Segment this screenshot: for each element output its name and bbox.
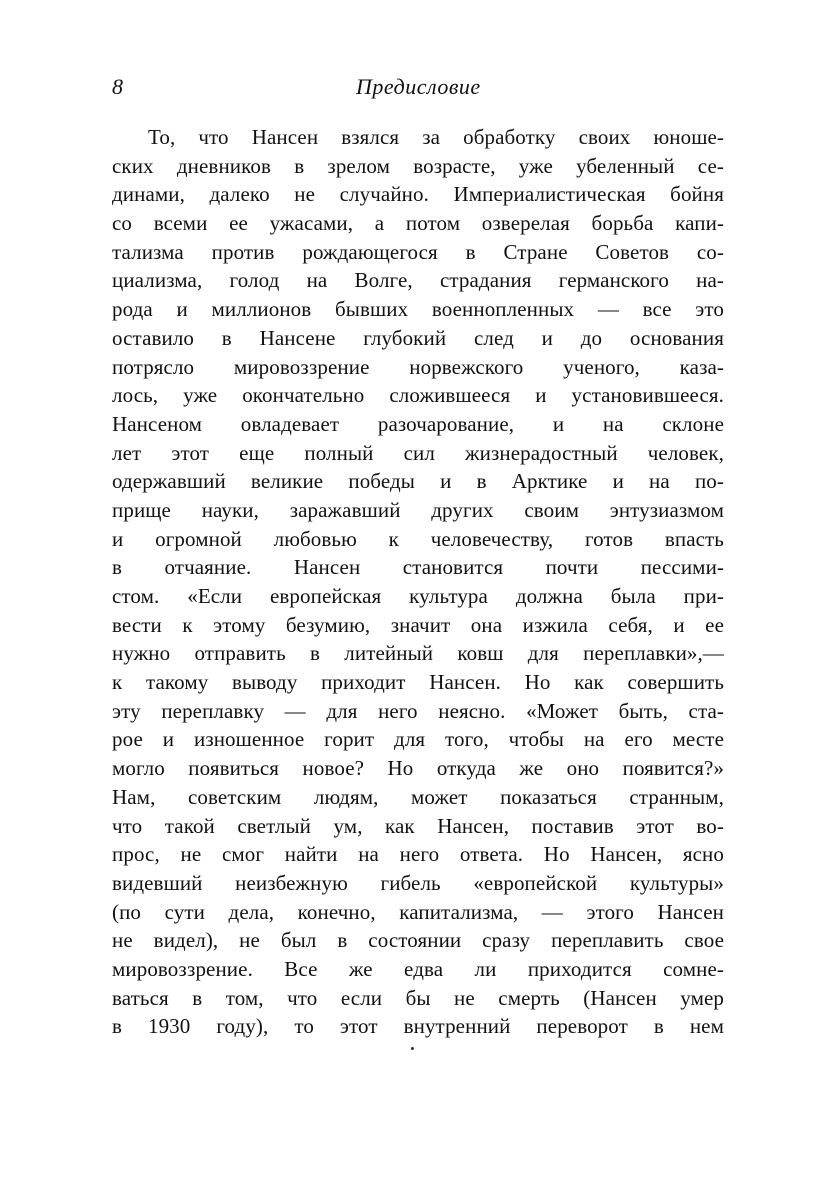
text-line: в отчаяние. Нансен становится почти пессими- xyxy=(112,555,724,580)
text-line: оставило в Нансене глубокий след и до основания xyxy=(112,325,724,350)
text-line: нужно отправить в литейный ковш для переплавки»,— xyxy=(112,641,724,666)
text-line: Нансеном овладевает разочарование, и на склоне xyxy=(112,411,724,436)
print-speck xyxy=(411,1047,414,1050)
text-line: со всеми ее ужасами, а потом озверелая борьба капи- xyxy=(112,211,724,236)
text-line: То, что Нансен взялся за обработку своих юноше- xyxy=(148,125,724,149)
text-line: к такому выводу приходит Нансен. Но как совершить xyxy=(112,670,724,695)
text-line: и огромной любовью к человечеству, готов впасть xyxy=(112,526,724,551)
page-number: 8 xyxy=(112,74,123,99)
text-line: стом. «Если европейская культура должна была при- xyxy=(112,584,724,608)
text-line: не видел), не был в состоянии сразу переплавить свое xyxy=(112,928,724,953)
text-line: рое и изношенное горит для того, чтобы на его месте xyxy=(112,727,724,752)
text-line: вести к этому безумию, значит она изжила себя, и ее xyxy=(112,612,724,637)
text-line: ваться в том, что если бы не смерть (Нансен умер xyxy=(112,985,724,1010)
text-line: видевший неизбежную гибель «европейской культуры» xyxy=(112,870,724,895)
text-line: рода и миллионов бывших военнопленных — все это xyxy=(112,297,724,322)
text-line: (по сути дела, конечно, капитализма, — этого Нансен xyxy=(112,899,724,924)
text-line: Нам, советским людям, может показаться странным, xyxy=(112,784,724,809)
page-header xyxy=(112,72,724,102)
text-line: прос, не смог найти на него ответа. Но Нансен, ясно xyxy=(112,842,724,867)
text-line: ских дневников в зрелом возрасте, уже убеленный се- xyxy=(112,153,724,178)
text-line: что такой светлый ум, как Нансен, поставив этот во- xyxy=(112,813,724,838)
text-line: лет этот еще полный сил жизнерадостный человек, xyxy=(112,440,724,465)
text-line: тализма против рождающегося в Стране Советов со- xyxy=(112,239,724,264)
running-title: Предисловие xyxy=(356,74,481,99)
text-line: эту переплавку — для него неясно. «Может быть, ста- xyxy=(112,698,724,723)
text-line: одержавший великие победы и в Арктике и на по- xyxy=(112,469,724,494)
text-line: потрясло мировоззрение норвежского ученого, каза- xyxy=(112,354,724,379)
text-line: циализма, голод на Волге, страдания германского на- xyxy=(112,268,724,293)
text-line: динами, далеко не случайно. Империалистическая бойня xyxy=(112,182,724,207)
text-line: могло появиться новое? Но откуда же оно появится?» xyxy=(112,756,724,781)
text-line: мировоззрение. Все же едва ли приходится сомне- xyxy=(112,956,724,981)
text-line: в 1930 году), то этот внутренний переворот в нем xyxy=(112,1014,724,1039)
body-paragraph xyxy=(112,123,724,1041)
text-line: прище науки, заражавший других своим энтузиазмом xyxy=(112,497,724,522)
text-line: лось, уже окончательно сложившееся и установившееся. xyxy=(112,383,724,408)
